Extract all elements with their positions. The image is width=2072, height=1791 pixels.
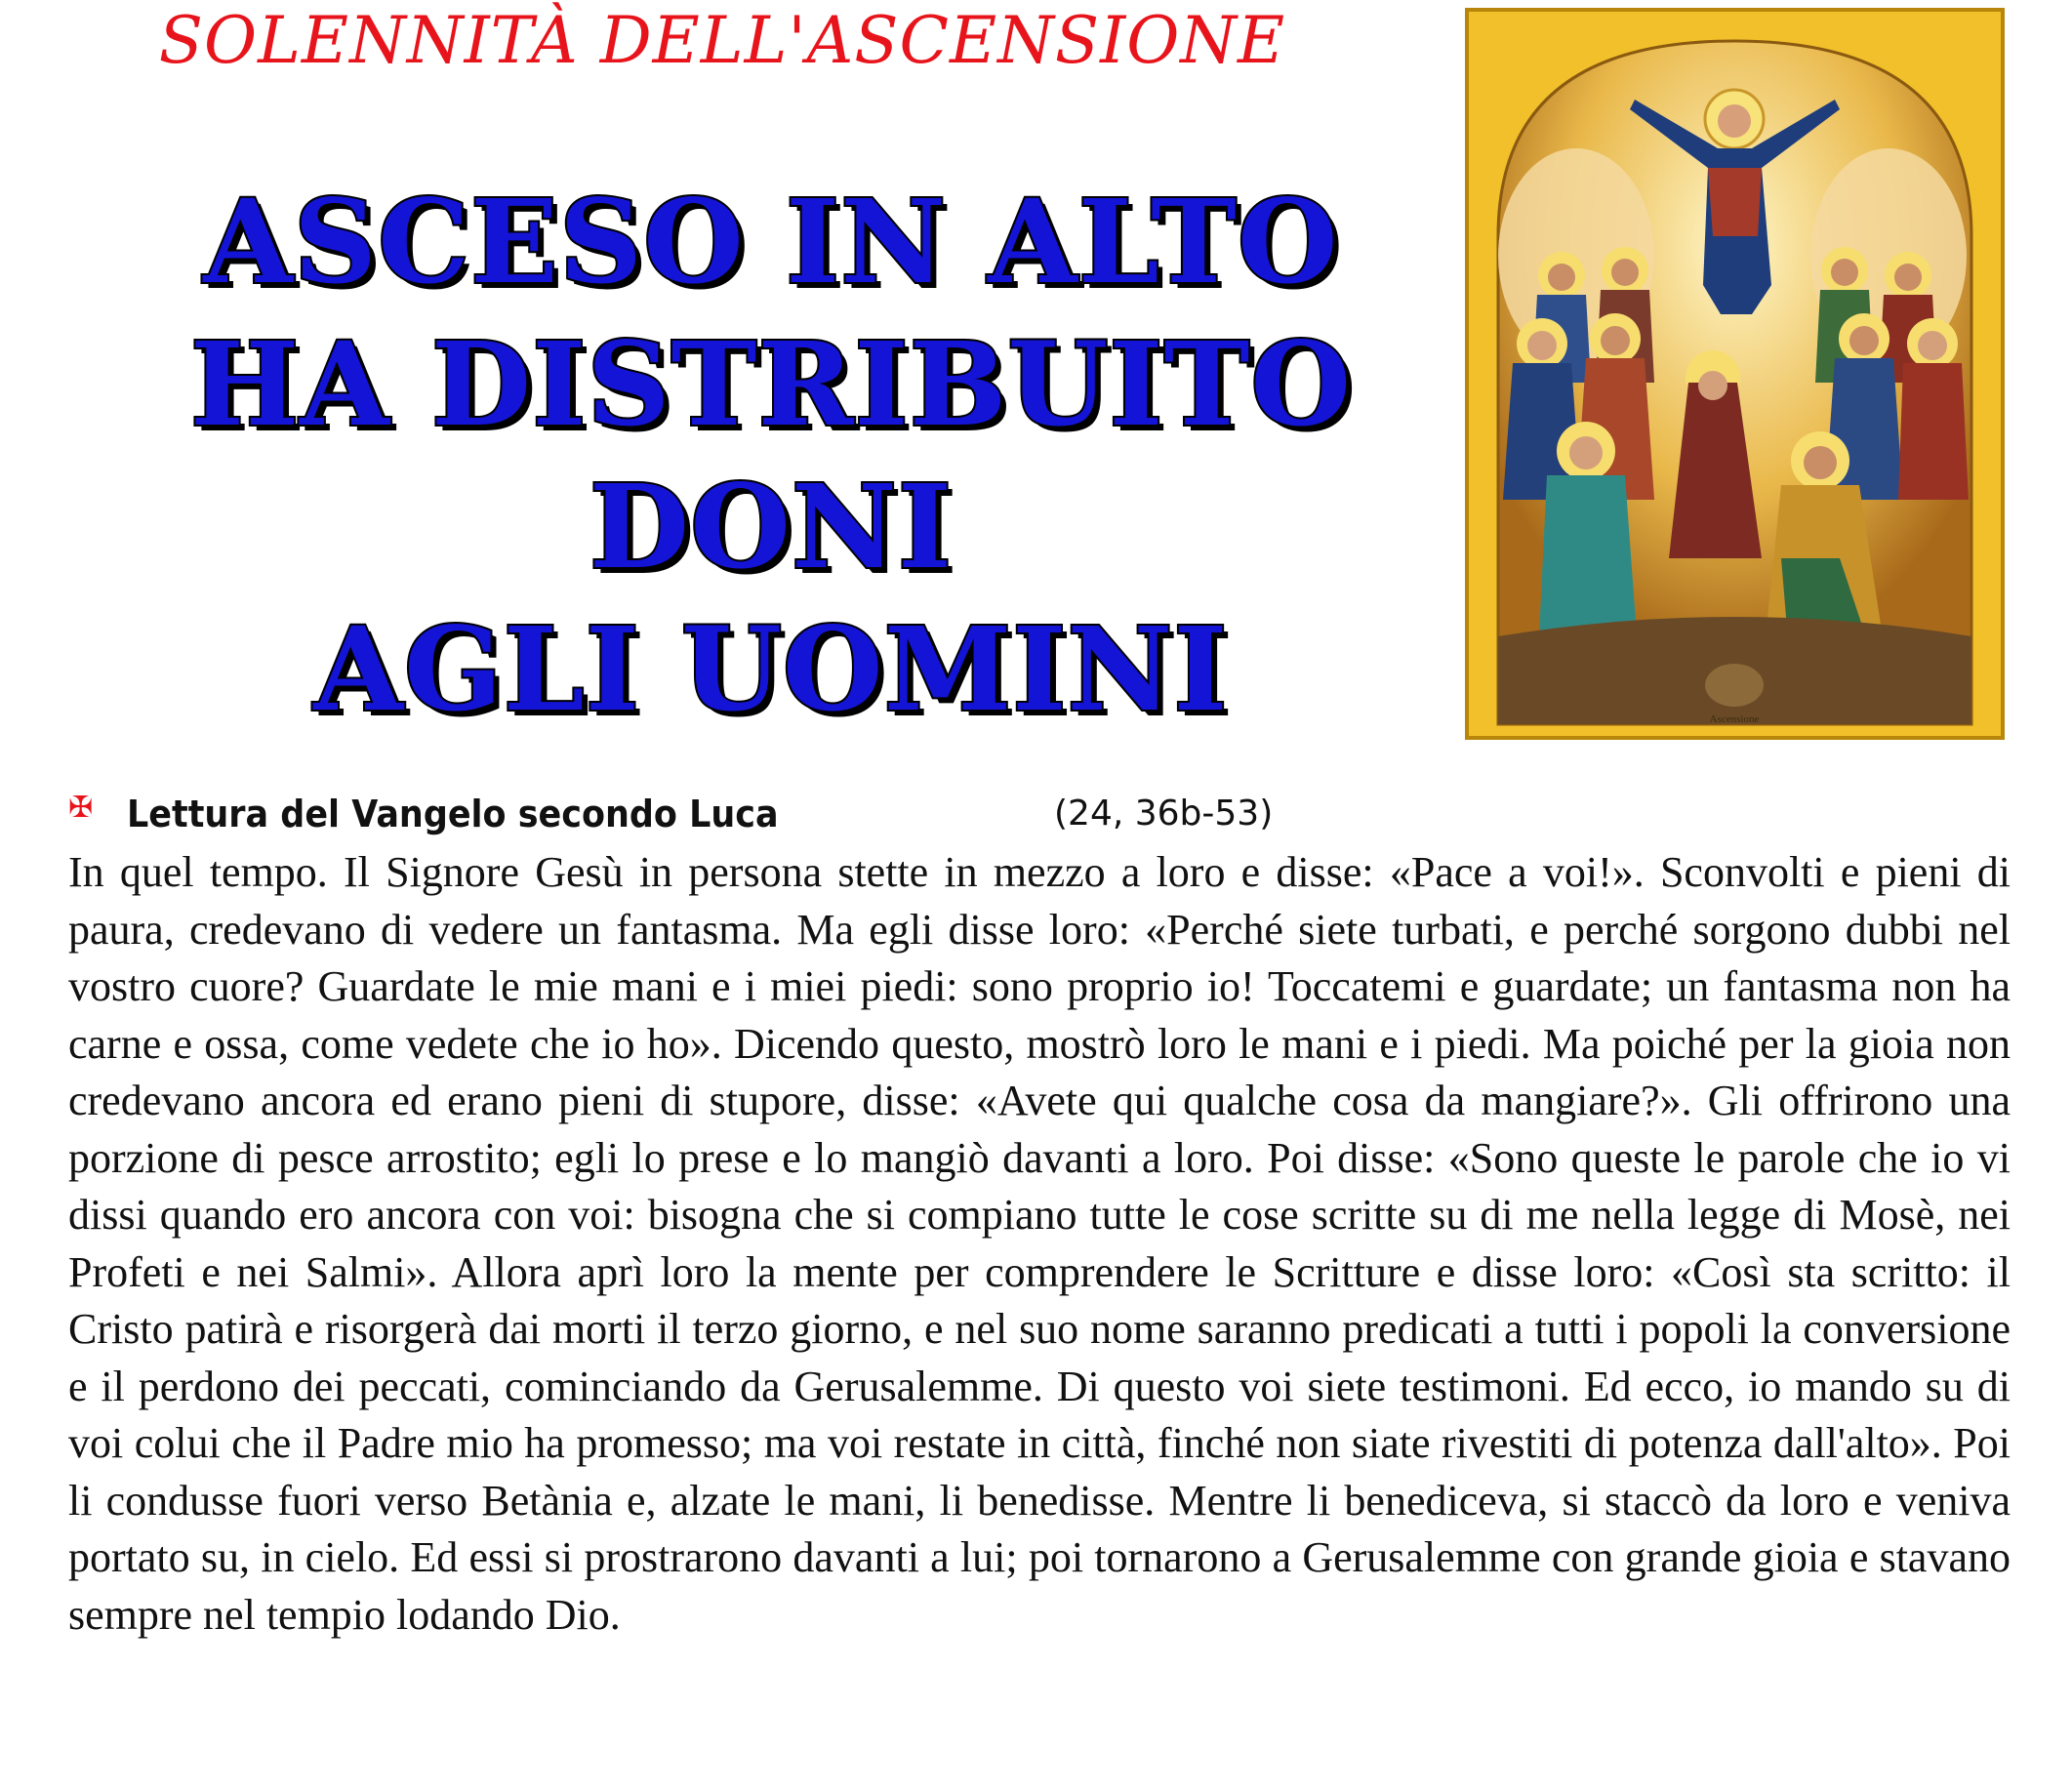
- ascension-icon-image: [1465, 8, 2005, 740]
- ascension-illustration: [1469, 12, 2001, 736]
- reading-header: [68, 789, 2011, 847]
- main-title: [39, 171, 1503, 741]
- christ-head: [1718, 104, 1751, 138]
- reading-label: Lettura del Vangelo secondo Luca: [127, 793, 779, 835]
- title-line-4: AGLI UOMINI: [313, 601, 1229, 737]
- maltese-cross-icon: ✠: [68, 791, 94, 825]
- title-line-2: HA DISTRIBUITO: [189, 316, 1353, 452]
- icon-caption: Ascensione: [1709, 713, 1760, 725]
- title-line-1: ASCESO IN ALTO: [203, 174, 1339, 309]
- gospel-text: In quel tempo. Il Signore Gesù in persona stette in mezzo a loro e disse: «Pace a voi!». Sconvolti e pieni di paura, credevano di vedere un fantasma. Ma egli disse loro: «Perché siete turbati, e perché sorgono dubbi nel vostro cuore? Guardate le mie mani e i miei piedi: sono proprio io! Toccatemi e guardate; un fantasma non ha carne e ossa, come vedete che io ho». Dicendo questo, mostrò loro le mani e i piedi. Ma poiché per la gioia non credevano ancora ed erano pieni di stupore, disse: «Avete qui qualche cosa da mangiare?». Gli offrirono una porzione di pesce arrostito; egli lo prese e lo mangiò davanti a loro. Poi disse: «Sono queste le parole che io vi dissi quando ero ancora con voi: bisogna che si compiano tutte le cose scritte su di me nella legge di Mosè, nei Profeti e nei Salmi». Allora aprì loro la mente per comprendere le Scritture e disse loro: «Così sta scritto: il Cristo patirà e risorgerà dai morti il terzo giorno, e nel suo nome saranno predicati a tutti i popoli la conversione e il perdono dei peccati, cominciando da Gerusalemme. Di questo voi siete testimoni. Ed ecco, io mando su di voi colui che il Padre mio ha promesso; ma voi restate in città, finché non siate rivestiti di potenza dall'alto». Poi li condusse fuori verso Betània e, alzate le mani, li benedisse. Mentre li benediceva, si staccò da loro e veniva portato su, in cielo. Ed essi si prostrarono davanti a lui; poi tornarono a Gerusalemme con grande gioia e stavano sempre nel tempio lodando Dio.: [68, 848, 2011, 1639]
- title-line-3: DONI: [589, 459, 954, 594]
- footprints-rock: [1705, 664, 1764, 707]
- reading-reference: (24, 36b-53): [1054, 794, 1274, 834]
- feast-heading: SOLENNITÀ DELL'ASCENSIONE: [158, 3, 1286, 78]
- christ-tunic: [1708, 168, 1762, 236]
- mary-face: [1698, 371, 1727, 400]
